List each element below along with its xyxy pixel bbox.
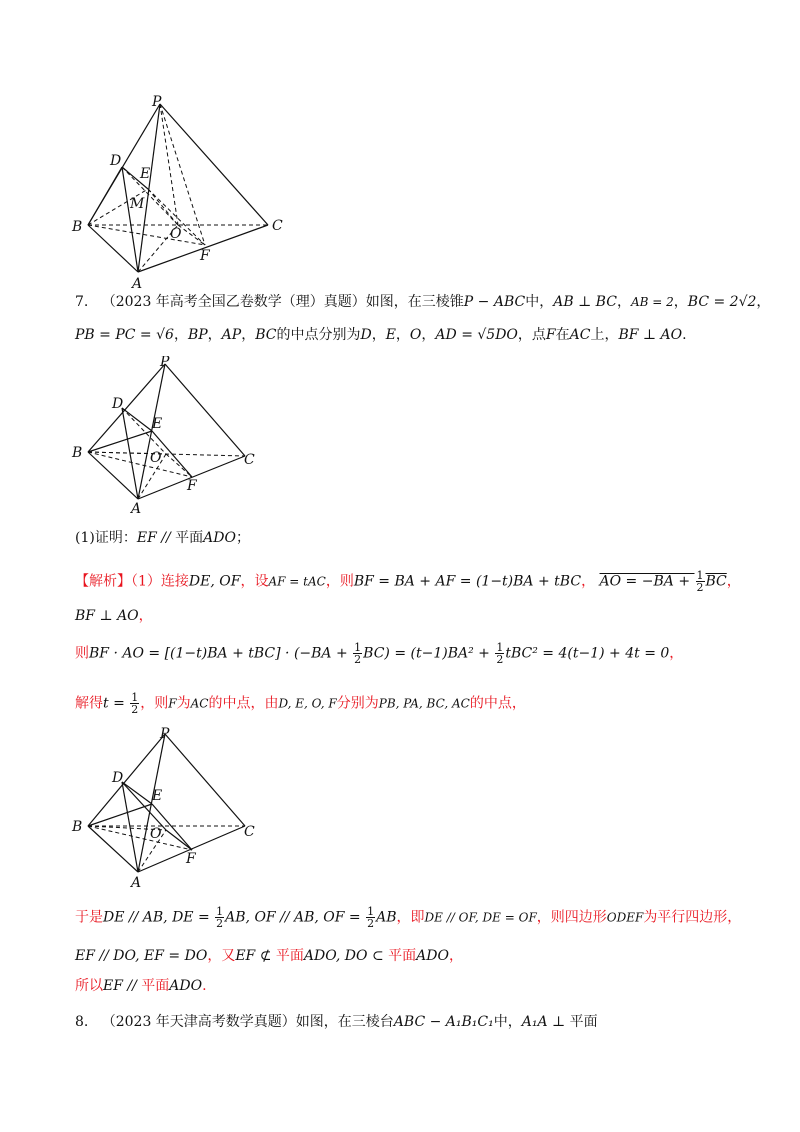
fig2-label-c: C: [244, 452, 255, 468]
fig1-label-m: M: [130, 196, 145, 212]
fig2-label-o: O: [150, 450, 162, 466]
fig2-label-a: A: [131, 501, 142, 516]
solution-line-3: 则BF · AO = [(1−t)BA + tBC] · (−BA + $\frac{1}{2}$ BC) = (t−1)BA² + $\frac{1}{2}$ tBC² = 4(t−1) + 4t = 0，: [75, 641, 684, 666]
fig3-label-o: O: [150, 826, 162, 842]
fig2-label-e: E: [152, 416, 163, 432]
fig2-label-b: B: [72, 445, 83, 461]
q7-line-2: PB = PC = √6，BP，AP，BC的中点分别为D，E，O，AD = √5DO，点F在AC上，BF ⊥ AO.: [75, 327, 687, 343]
fig1-label-o: O: [170, 226, 182, 242]
q7-part-1: (1)证明：EF // 平面ADO；: [75, 530, 250, 546]
solution-label: 【解析】: [75, 573, 131, 590]
fig1-label-e: E: [140, 166, 151, 182]
fig3-label-b: B: [72, 819, 83, 835]
fig1-label-f: F: [200, 248, 210, 264]
fig1-label-c: C: [272, 218, 283, 234]
fig3-label-e: E: [152, 788, 163, 804]
fig1-label-b: B: [72, 219, 83, 235]
figure-2: [60, 356, 280, 516]
solution-line-1: 【解析】（1）连接DE, OF，设AF = tAC，则BF = BA + AF = (1−t)BA + tBC， AO = −BA + $\frac{1}{2}$ $\overline{BC}$，: [75, 569, 741, 594]
solution-line-4: 解得t = $\frac{1}{2}$ ，则F为AC的中点，由D, E, O, F分别为PB, PA, BC, AC的中点，: [75, 691, 526, 716]
figure-2-svg: [60, 356, 280, 516]
q8-line-1: 8. （2023 年天津高考数学真题）如图，在三棱台ABC − A₁B₁C₁中，A₁A ⊥ 平面: [75, 1014, 598, 1030]
figure-1: [60, 92, 300, 292]
solution-line-5: 于是DE // AB, DE = $\frac{1}{2}$ AB, OF // AB, OF = $\frac{1}{2}$ AB，即DE // OF, DE = OF，则四边形ODEF为平行四边形，: [75, 905, 742, 930]
q7-line-1: 7. （2023 年高考全国乙卷数学（理）真题）如图，在三棱锥P − ABC中，AB ⊥ BC，AB = 2，BC = 2√2，: [75, 294, 771, 310]
solution-line-2: BF ⊥ AO，: [75, 608, 153, 624]
fig3-label-a: A: [131, 875, 142, 891]
fig2-label-d: D: [112, 396, 124, 412]
fig3-label-f: F: [186, 851, 196, 867]
fig2-label-p: P: [160, 356, 170, 370]
figure-3-svg: [60, 726, 280, 891]
fig1-label-a: A: [132, 276, 143, 292]
solution-line-6: EF // DO, EF = DO，又EF ⊄ 平面ADO, DO ⊂ 平面ADO，: [75, 948, 463, 964]
figure-1-svg: [60, 92, 300, 292]
fig2-label-f: F: [187, 478, 197, 494]
fig3-label-p: P: [160, 726, 170, 742]
figure-3: [60, 726, 280, 891]
fig1-label-d: D: [110, 153, 122, 169]
solution-line-7: 所以EF // 平面ADO.: [75, 978, 207, 994]
fig3-label-d: D: [112, 770, 124, 786]
fig3-label-c: C: [244, 824, 255, 840]
fig1-label-p: P: [152, 94, 162, 110]
